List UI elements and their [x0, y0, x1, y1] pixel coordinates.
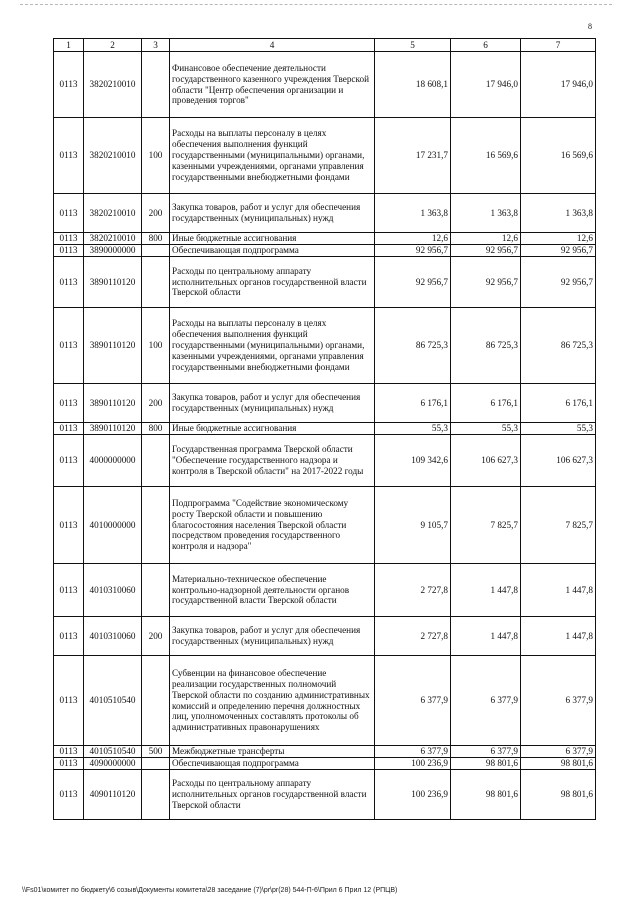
- target-article-cell: 4010000000: [84, 487, 142, 564]
- item-name-cell: Закупка товаров, работ и услуг для обеспечения государственных (муниципальных) нужд: [170, 384, 375, 423]
- amount-year-1-cell: 92 956,7: [375, 257, 451, 308]
- target-article-cell: 3820210010: [84, 118, 142, 194]
- amount-year-1-cell: 18 608,1: [375, 52, 451, 118]
- expense-type-cell: [142, 770, 170, 820]
- table-row: [54, 233, 596, 245]
- amount-year-3-cell: 16 569,6: [521, 118, 596, 194]
- item-name-cell: Материально-техническое обеспечение контрольно-надзорной деятельности органов государственной власти Тверской области: [170, 564, 375, 617]
- item-name-cell: Закупка товаров, работ и услуг для обеспечения государственных (муниципальных) нужд: [170, 194, 375, 233]
- target-article-cell: 3890110120: [84, 308, 142, 384]
- item-name-cell: Иные бюджетные ассигнования: [170, 233, 375, 245]
- header-col-5: 5: [375, 39, 451, 52]
- section-code-cell: 0113: [54, 758, 84, 770]
- section-code-cell: 0113: [54, 118, 84, 194]
- target-article-cell: 3890000000: [84, 245, 142, 257]
- section-code-cell: 0113: [54, 308, 84, 384]
- amount-year-3-cell: 55,3: [521, 423, 596, 435]
- amount-year-2-cell: 106 627,3: [451, 435, 521, 487]
- header-col-7: 7: [521, 39, 596, 52]
- target-article-cell: 3890110120: [84, 423, 142, 435]
- expense-type-cell: 800: [142, 423, 170, 435]
- table-row: [54, 308, 596, 384]
- amount-year-3-cell: 1 363,8: [521, 194, 596, 233]
- section-code-cell: 0113: [54, 487, 84, 564]
- expense-type-cell: 200: [142, 617, 170, 656]
- expense-type-cell: [142, 257, 170, 308]
- amount-year-3-cell: 6 377,9: [521, 656, 596, 746]
- amount-year-1-cell: 12,6: [375, 233, 451, 245]
- section-code-cell: 0113: [54, 257, 84, 308]
- item-name-cell: Межбюджетные трансферты: [170, 746, 375, 758]
- amount-year-2-cell: 86 725,3: [451, 308, 521, 384]
- section-code-cell: 0113: [54, 52, 84, 118]
- item-name-cell: Закупка товаров, работ и услуг для обеспечения государственных (муниципальных) нужд: [170, 617, 375, 656]
- table-row: [54, 384, 596, 423]
- section-code-cell: 0113: [54, 617, 84, 656]
- amount-year-3-cell: 1 447,8: [521, 617, 596, 656]
- expense-type-cell: [142, 52, 170, 118]
- table-row: [54, 487, 596, 564]
- header-col-6: 6: [451, 39, 521, 52]
- target-article-cell: 4090000000: [84, 758, 142, 770]
- expense-type-cell: 100: [142, 308, 170, 384]
- section-code-cell: 0113: [54, 746, 84, 758]
- amount-year-2-cell: 1 363,8: [451, 194, 521, 233]
- target-article-cell: 4000000000: [84, 435, 142, 487]
- expense-type-cell: [142, 564, 170, 617]
- amount-year-3-cell: 7 825,7: [521, 487, 596, 564]
- target-article-cell: 3890110120: [84, 384, 142, 423]
- amount-year-3-cell: 6 176,1: [521, 384, 596, 423]
- table-row: [54, 758, 596, 770]
- target-article-cell: 3890110120: [84, 257, 142, 308]
- item-name-cell: Государственная программа Тверской области "Обеспечение государственного надзора и контроля в Тверской области" на 2017-2022 годы: [170, 435, 375, 487]
- amount-year-2-cell: 6 377,9: [451, 656, 521, 746]
- target-article-cell: 3820210010: [84, 233, 142, 245]
- amount-year-1-cell: 1 363,8: [375, 194, 451, 233]
- amount-year-1-cell: 86 725,3: [375, 308, 451, 384]
- table-row: [54, 656, 596, 746]
- table-header-row: [54, 39, 596, 52]
- amount-year-3-cell: 92 956,7: [521, 245, 596, 257]
- expense-type-cell: [142, 487, 170, 564]
- expense-type-cell: 500: [142, 746, 170, 758]
- expense-type-cell: [142, 656, 170, 746]
- amount-year-1-cell: 9 105,7: [375, 487, 451, 564]
- item-name-cell: Субвенции на финансовое обеспечение реализации государственных полномочий Тверской области по созданию административных комиссий и определению перечня должностных лиц, уполномоченных составлять протоколы об административных правонарушениях: [170, 656, 375, 746]
- item-name-cell: Расходы по центральному аппарату исполнительных органов государственной власти Тверской области: [170, 770, 375, 820]
- section-code-cell: 0113: [54, 564, 84, 617]
- table-row: [54, 617, 596, 656]
- amount-year-1-cell: 55,3: [375, 423, 451, 435]
- amount-year-1-cell: 100 236,9: [375, 770, 451, 820]
- amount-year-1-cell: 100 236,9: [375, 758, 451, 770]
- amount-year-1-cell: 92 956,7: [375, 245, 451, 257]
- target-article-cell: 4090110120: [84, 770, 142, 820]
- header-col-3: 3: [142, 39, 170, 52]
- amount-year-2-cell: 98 801,6: [451, 770, 521, 820]
- item-name-cell: Финансовое обеспечение деятельности государственного казенного учреждения Тверской области "Центр обеспечения организации и проведения торгов": [170, 52, 375, 118]
- item-name-cell: Иные бюджетные ассигнования: [170, 423, 375, 435]
- amount-year-1-cell: 6 377,9: [375, 656, 451, 746]
- amount-year-2-cell: 16 569,6: [451, 118, 521, 194]
- section-code-cell: 0113: [54, 245, 84, 257]
- expense-type-cell: [142, 758, 170, 770]
- target-article-cell: 4010510540: [84, 746, 142, 758]
- amount-year-3-cell: 12,6: [521, 233, 596, 245]
- budget-table: [53, 38, 596, 820]
- amount-year-2-cell: 98 801,6: [451, 758, 521, 770]
- amount-year-2-cell: 17 946,0: [451, 52, 521, 118]
- amount-year-1-cell: 2 727,8: [375, 564, 451, 617]
- amount-year-2-cell: 12,6: [451, 233, 521, 245]
- section-code-cell: 0113: [54, 423, 84, 435]
- amount-year-3-cell: 17 946,0: [521, 52, 596, 118]
- amount-year-2-cell: 6 176,1: [451, 384, 521, 423]
- amount-year-2-cell: 92 956,7: [451, 257, 521, 308]
- amount-year-3-cell: 6 377,9: [521, 746, 596, 758]
- section-code-cell: 0113: [54, 435, 84, 487]
- amount-year-2-cell: 92 956,7: [451, 245, 521, 257]
- expense-type-cell: 100: [142, 118, 170, 194]
- expense-type-cell: [142, 435, 170, 487]
- section-code-cell: 0113: [54, 656, 84, 746]
- amount-year-1-cell: 2 727,8: [375, 617, 451, 656]
- section-code-cell: 0113: [54, 384, 84, 423]
- table-row: [54, 564, 596, 617]
- table-row: [54, 770, 596, 820]
- amount-year-2-cell: 7 825,7: [451, 487, 521, 564]
- table-row: [54, 52, 596, 118]
- amount-year-2-cell: 1 447,8: [451, 564, 521, 617]
- amount-year-2-cell: 1 447,8: [451, 617, 521, 656]
- target-article-cell: 3820210010: [84, 52, 142, 118]
- amount-year-3-cell: 1 447,8: [521, 564, 596, 617]
- amount-year-1-cell: 109 342,6: [375, 435, 451, 487]
- target-article-cell: 4010510540: [84, 656, 142, 746]
- amount-year-3-cell: 98 801,6: [521, 770, 596, 820]
- header-col-4: 4: [170, 39, 375, 52]
- table-body: [54, 52, 596, 820]
- section-code-cell: 0113: [54, 233, 84, 245]
- item-name-cell: Обеспечивающая подпрограмма: [170, 758, 375, 770]
- table-row: [54, 746, 596, 758]
- section-code-cell: 0113: [54, 770, 84, 820]
- table-row: [54, 257, 596, 308]
- expense-type-cell: 800: [142, 233, 170, 245]
- table-row: [54, 423, 596, 435]
- section-code-cell: 0113: [54, 194, 84, 233]
- amount-year-3-cell: 98 801,6: [521, 758, 596, 770]
- table-row: [54, 435, 596, 487]
- item-name-cell: Расходы на выплаты персоналу в целях обеспечения выполнения функций государственными (муниципальными) органами, казенными учреждениями, органами управления государственными внебюджетными фондами: [170, 308, 375, 384]
- amount-year-1-cell: 17 231,7: [375, 118, 451, 194]
- header-col-2: 2: [84, 39, 142, 52]
- target-article-cell: 4010310060: [84, 617, 142, 656]
- table-row: [54, 245, 596, 257]
- amount-year-1-cell: 6 377,9: [375, 746, 451, 758]
- item-name-cell: Расходы по центральному аппарату исполнительных органов государственной власти Тверской области: [170, 257, 375, 308]
- table-row: [54, 194, 596, 233]
- amount-year-1-cell: 6 176,1: [375, 384, 451, 423]
- amount-year-2-cell: 6 377,9: [451, 746, 521, 758]
- table-row: [54, 118, 596, 194]
- scan-top-line: [20, 4, 612, 5]
- header-col-1: 1: [54, 39, 84, 52]
- target-article-cell: 4010310060: [84, 564, 142, 617]
- item-name-cell: Подпрограмма "Содействие экономическому росту Тверской области и повышению благосостояния населения Тверской области посредством проведения государственного контроля и надзора": [170, 487, 375, 564]
- expense-type-cell: [142, 245, 170, 257]
- amount-year-2-cell: 55,3: [451, 423, 521, 435]
- amount-year-3-cell: 86 725,3: [521, 308, 596, 384]
- expense-type-cell: 200: [142, 384, 170, 423]
- expense-type-cell: 200: [142, 194, 170, 233]
- amount-year-3-cell: 106 627,3: [521, 435, 596, 487]
- footer-file-path: \\Fs01\комитет по бюджету\6 созыв\Документы комитета\28 заседание (7)\pr\pr(28) 544-П-6\Прил 6 Прил 12 (РПЦВ): [22, 887, 398, 894]
- amount-year-3-cell: 92 956,7: [521, 257, 596, 308]
- item-name-cell: Расходы на выплаты персоналу в целях обеспечения выполнения функций государственными (муниципальными) органами, казенными учреждениями, органами управления государственными внебюджетными фондами: [170, 118, 375, 194]
- item-name-cell: Обеспечивающая подпрограмма: [170, 245, 375, 257]
- page-number: 8: [588, 22, 592, 31]
- target-article-cell: 3820210010: [84, 194, 142, 233]
